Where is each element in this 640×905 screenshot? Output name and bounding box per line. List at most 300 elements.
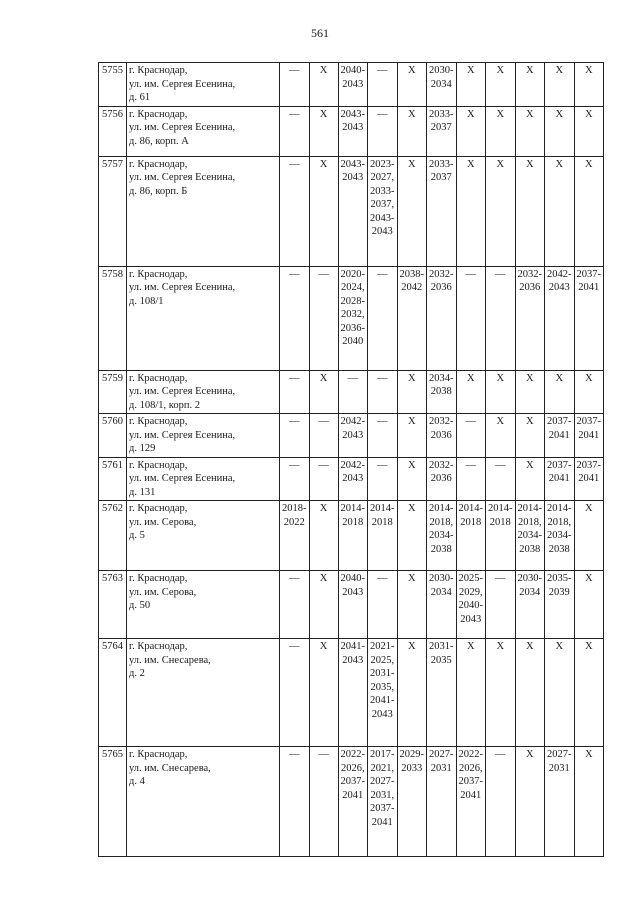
schedule-value: 2040: [342, 336, 364, 347]
schedule-value: —: [495, 749, 506, 760]
schedule-value: —: [465, 268, 476, 280]
schedule-value: 2043: [548, 282, 570, 293]
schedule-cell: [515, 266, 545, 370]
address-line: д. 108/1: [129, 295, 164, 307]
schedule-value: X: [525, 108, 534, 120]
schedule-cell: [545, 457, 575, 501]
schedule-cell: [280, 457, 310, 501]
schedule-cell: [397, 747, 427, 857]
schedule-value: 2027-: [547, 749, 572, 760]
schedule-value: 2023-: [370, 158, 395, 170]
schedule-cell: [397, 156, 427, 266]
schedule-cell: [486, 63, 516, 107]
schedule-value: X: [407, 108, 416, 120]
schedule-value: X: [319, 108, 328, 120]
schedule-cell: [368, 156, 398, 266]
address-line: г. Краснодар,: [129, 268, 188, 280]
address-cell: [127, 747, 280, 857]
row-number: 5758: [99, 266, 127, 370]
schedule-value: 2022-: [340, 749, 365, 760]
schedule-value: 2031: [430, 762, 452, 774]
schedule-value: —: [289, 372, 300, 384]
schedule-value: X: [584, 372, 593, 384]
schedule-value: 2041: [578, 282, 600, 293]
schedule-value: 2035,: [370, 681, 395, 693]
schedule-cell: [545, 63, 575, 107]
schedule-value: 2018: [342, 516, 364, 528]
schedule-cell: [368, 414, 398, 458]
row-number: 5760: [99, 414, 127, 458]
schedule-value: —: [289, 158, 300, 170]
schedule-cell: [427, 571, 457, 639]
schedule-value: 2026,: [458, 762, 483, 774]
schedule-cell: [397, 457, 427, 501]
schedule-cell: [486, 639, 516, 747]
schedule-cell: [368, 571, 398, 639]
schedule-cell: [456, 266, 486, 370]
schedule-cell: [368, 266, 398, 370]
schedule-value: 2043: [371, 708, 393, 720]
row-number: 5761: [99, 457, 127, 501]
schedule-value: 2037-: [576, 416, 601, 427]
schedule-value: X: [555, 372, 564, 384]
table-row: [99, 370, 604, 414]
schedule-value: X: [525, 65, 534, 76]
schedule-value: X: [407, 372, 416, 384]
address-line: ул. им. Снесарева,: [129, 654, 211, 666]
schedule-cell: [545, 639, 575, 747]
schedule-value: 2014-: [488, 503, 513, 514]
schedule-value: 2027,: [370, 172, 395, 183]
address-line: ул. им. Сергея Есенина,: [129, 122, 236, 133]
schedule-value: —: [495, 459, 506, 471]
schedule-value: 2033-: [370, 185, 395, 197]
schedule-value: —: [377, 65, 388, 76]
schedule-cell: [397, 414, 427, 458]
schedule-cell: [397, 370, 427, 414]
schedule-cell: [338, 370, 368, 414]
schedule-value: X: [466, 372, 475, 384]
schedule-cell: [486, 414, 516, 458]
schedule-value: 2031-: [370, 668, 395, 679]
schedule-value: 2034: [430, 78, 452, 90]
schedule-cell: [515, 106, 545, 156]
schedule-cell: [427, 106, 457, 156]
schedule-value: —: [495, 268, 506, 280]
schedule-value: 2014-: [547, 503, 572, 514]
row-number: 5756: [99, 106, 127, 156]
schedule-cell: [545, 571, 575, 639]
row-number: 5755: [99, 63, 127, 107]
schedule-value: 2029,: [458, 586, 483, 598]
schedule-value: 2043-: [340, 158, 365, 170]
schedule-value: 2033-: [429, 158, 454, 170]
schedule-value: 2034: [519, 586, 541, 598]
schedule-value: 2030-: [429, 65, 454, 76]
schedule-value: 2018: [371, 516, 393, 528]
schedule-cell: [515, 63, 545, 107]
row-number: 5764: [99, 639, 127, 747]
schedule-value: X: [584, 108, 593, 120]
schedule-value: X: [525, 158, 534, 170]
schedule-value: —: [377, 108, 388, 120]
schedule-cell: [368, 457, 398, 501]
schedule-value: 2036: [519, 282, 541, 293]
schedule-cell: [456, 63, 486, 107]
schedule-value: X: [496, 158, 505, 170]
schedule-value: 2037,: [370, 199, 395, 210]
schedule-value: 2038: [430, 386, 452, 397]
capital-repair-schedule-table: [98, 62, 604, 857]
schedule-value: 2037-: [576, 268, 601, 280]
address-line: ул. им. Сергея Есенина,: [129, 172, 236, 183]
address-line: г. Краснодар,: [129, 459, 188, 471]
schedule-value: X: [555, 108, 564, 120]
schedule-value: 2018,: [547, 516, 572, 528]
schedule-value: 2034-: [429, 372, 454, 384]
schedule-value: 2027-: [429, 749, 454, 760]
schedule-cell: [427, 156, 457, 266]
schedule-value: —: [318, 268, 329, 280]
schedule-cell: [280, 266, 310, 370]
schedule-cell: [280, 370, 310, 414]
page-number: 561: [311, 26, 329, 40]
address-cell: [127, 639, 280, 747]
address-line: г. Краснодар,: [129, 641, 188, 652]
schedule-value: 2041: [578, 429, 600, 441]
schedule-cell: [427, 639, 457, 747]
schedule-cell: [545, 747, 575, 857]
schedule-value: 2032-: [429, 459, 454, 471]
table-row: [99, 414, 604, 458]
schedule-value: 2037-: [547, 459, 572, 471]
schedule-cell: [427, 457, 457, 501]
schedule-value: X: [496, 641, 505, 652]
schedule-value: —: [377, 416, 388, 427]
schedule-value: 2035: [430, 654, 452, 666]
schedule-value: 2020-: [340, 268, 365, 280]
address-cell: [127, 266, 280, 370]
schedule-cell: [368, 63, 398, 107]
schedule-value: 2030-: [429, 573, 454, 584]
schedule-value: 2034-: [429, 530, 454, 541]
schedule-value: X: [407, 503, 416, 514]
schedule-cell: [309, 414, 338, 458]
schedule-cell: [456, 571, 486, 639]
schedule-cell: [515, 457, 545, 501]
schedule-value: —: [289, 416, 300, 427]
schedule-value: 2032,: [340, 309, 365, 320]
schedule-cell: [309, 370, 338, 414]
schedule-value: 2030-: [517, 573, 542, 584]
schedule-value: 2041: [578, 473, 600, 484]
schedule-value: 2031: [548, 762, 570, 774]
address-line: д. 86, корп. А: [129, 135, 189, 147]
schedule-value: X: [555, 641, 564, 652]
schedule-value: X: [407, 459, 416, 471]
address-line: г. Краснодар,: [129, 65, 188, 76]
schedule-value: 2041: [342, 789, 364, 801]
table-row: [99, 747, 604, 857]
schedule-value: 2029-: [399, 749, 424, 760]
schedule-value: 2035-: [547, 573, 572, 584]
schedule-value: X: [407, 65, 416, 76]
address-line: ул. им. Снесарева,: [129, 762, 211, 774]
address-cell: [127, 156, 280, 266]
schedule-value: 2040-: [340, 65, 365, 76]
schedule-value: 2043: [342, 586, 364, 598]
schedule-cell: [545, 414, 575, 458]
schedule-value: 2018,: [429, 516, 454, 528]
schedule-value: X: [525, 416, 534, 427]
address-line: ул. им. Сергея Есенина,: [129, 78, 236, 90]
schedule-value: 2022-: [458, 749, 483, 760]
schedule-cell: [515, 370, 545, 414]
schedule-cell: [515, 501, 545, 571]
schedule-value: X: [319, 65, 328, 76]
schedule-cell: [456, 501, 486, 571]
schedule-value: 2038: [548, 543, 570, 555]
schedule-value: X: [525, 459, 534, 471]
schedule-value: X: [496, 108, 505, 120]
schedule-value: X: [496, 372, 505, 384]
schedule-value: X: [466, 65, 475, 76]
schedule-value: —: [289, 641, 300, 652]
address-line: ул. им. Серова,: [129, 516, 197, 528]
address-cell: [127, 571, 280, 639]
schedule-value: —: [289, 65, 300, 76]
schedule-cell: [486, 266, 516, 370]
schedule-cell: [280, 414, 310, 458]
schedule-value: 2041: [460, 789, 482, 801]
schedule-value: X: [584, 749, 593, 760]
schedule-cell: [574, 414, 604, 458]
schedule-cell: [427, 63, 457, 107]
schedule-value: 2043-: [370, 212, 395, 224]
schedule-cell: [545, 156, 575, 266]
schedule-value: 2018,: [517, 516, 542, 528]
schedule-cell: [338, 747, 368, 857]
schedule-value: —: [377, 573, 388, 584]
address-line: г. Краснодар,: [129, 749, 188, 760]
schedule-value: —: [465, 416, 476, 427]
schedule-cell: [574, 571, 604, 639]
schedule-value: 2014-: [517, 503, 542, 514]
address-line: ул. им. Сергея Есенина,: [129, 473, 236, 484]
schedule-value: 2018-: [282, 503, 307, 514]
schedule-value: 2039: [548, 586, 570, 598]
schedule-value: 2043: [371, 226, 393, 237]
schedule-value: X: [466, 641, 475, 652]
schedule-cell: [309, 501, 338, 571]
schedule-value: 2031-: [429, 641, 454, 652]
schedule-value: —: [377, 268, 388, 280]
schedule-value: 2036-: [340, 322, 365, 334]
schedule-cell: [486, 457, 516, 501]
schedule-cell: [574, 501, 604, 571]
schedule-value: 2022: [283, 516, 305, 528]
schedule-value: X: [584, 65, 593, 76]
schedule-value: —: [465, 459, 476, 471]
schedule-value: 2043: [460, 613, 482, 625]
schedule-value: 2041-: [370, 695, 395, 706]
schedule-value: 2040-: [340, 573, 365, 584]
address-line: д. 2: [129, 668, 145, 679]
schedule-value: 2042-: [547, 268, 572, 280]
row-number: 5762: [99, 501, 127, 571]
schedule-value: X: [584, 503, 593, 514]
table-row: [99, 571, 604, 639]
schedule-value: X: [319, 573, 328, 584]
schedule-value: 2042: [401, 282, 423, 293]
schedule-value: 2043: [342, 473, 364, 484]
schedule-value: 2026,: [340, 762, 365, 774]
address-cell: [127, 414, 280, 458]
address-line: ул. им. Серова,: [129, 586, 197, 598]
address-line: г. Краснодар,: [129, 503, 188, 514]
address-line: ул. им. Сергея Есенина,: [129, 282, 236, 293]
schedule-value: 2037: [430, 172, 452, 183]
schedule-value: 2028-: [340, 295, 365, 307]
schedule-cell: [574, 747, 604, 857]
schedule-value: —: [377, 372, 388, 384]
schedule-value: 2041: [371, 816, 393, 828]
schedule-value: —: [289, 268, 300, 280]
schedule-value: 2025,: [370, 654, 395, 666]
schedule-cell: [456, 414, 486, 458]
schedule-cell: [309, 106, 338, 156]
schedule-value: 2036: [430, 282, 452, 293]
schedule-cell: [397, 571, 427, 639]
schedule-value: 2038: [430, 543, 452, 555]
schedule-value: 2018: [460, 516, 482, 528]
schedule-cell: [397, 63, 427, 107]
schedule-cell: [397, 501, 427, 571]
schedule-value: X: [407, 158, 416, 170]
schedule-cell: [486, 501, 516, 571]
schedule-value: 2038-: [399, 268, 424, 280]
schedule-value: 2027-: [370, 776, 395, 787]
address-cell: [127, 370, 280, 414]
schedule-value: 2038: [519, 543, 541, 555]
schedule-cell: [486, 747, 516, 857]
schedule-value: X: [525, 372, 534, 384]
schedule-cell: [280, 63, 310, 107]
schedule-cell: [427, 414, 457, 458]
schedule-value: —: [495, 573, 506, 584]
schedule-cell: [368, 747, 398, 857]
schedule-value: X: [525, 749, 534, 760]
address-line: г. Краснодар,: [129, 416, 188, 427]
address-line: г. Краснодар,: [129, 372, 188, 384]
schedule-value: 2032-: [429, 416, 454, 427]
schedule-value: X: [407, 573, 416, 584]
schedule-value: 2041: [548, 473, 570, 484]
address-line: д. 108/1, корп. 2: [129, 399, 200, 411]
schedule-value: 2025-: [458, 573, 483, 584]
schedule-value: X: [466, 158, 475, 170]
schedule-cell: [456, 106, 486, 156]
address-cell: [127, 63, 280, 107]
schedule-value: —: [377, 459, 388, 471]
schedule-value: 2014-: [429, 503, 454, 514]
table-body: [99, 63, 604, 857]
schedule-value: X: [319, 372, 328, 384]
schedule-cell: [280, 106, 310, 156]
schedule-value: 2037-: [547, 416, 572, 427]
schedule-cell: [486, 106, 516, 156]
schedule-value: 2037-: [458, 776, 483, 787]
schedule-value: X: [555, 158, 564, 170]
schedule-cell: [456, 639, 486, 747]
schedule-cell: [545, 106, 575, 156]
schedule-cell: [338, 63, 368, 107]
schedule-cell: [515, 414, 545, 458]
schedule-value: 2032-: [517, 268, 542, 280]
schedule-cell: [280, 747, 310, 857]
schedule-value: 2037: [430, 122, 452, 133]
schedule-cell: [515, 639, 545, 747]
schedule-cell: [486, 370, 516, 414]
address-cell: [127, 457, 280, 501]
schedule-value: —: [289, 459, 300, 471]
schedule-cell: [280, 156, 310, 266]
schedule-cell: [545, 501, 575, 571]
schedule-value: 2024,: [340, 282, 365, 293]
schedule-cell: [515, 571, 545, 639]
schedule-value: 2034-: [547, 530, 572, 541]
schedule-value: X: [584, 158, 593, 170]
schedule-value: 2036: [430, 429, 452, 441]
schedule-value: 2037-: [370, 803, 395, 814]
table-row: [99, 266, 604, 370]
table-row: [99, 639, 604, 747]
schedule-value: 2041: [548, 429, 570, 441]
address-line: д. 86, корп. Б: [129, 185, 188, 197]
schedule-value: —: [289, 573, 300, 584]
schedule-cell: [309, 639, 338, 747]
schedule-value: 2018: [489, 516, 511, 528]
schedule-cell: [456, 370, 486, 414]
schedule-value: —: [289, 749, 300, 760]
address-line: ул. им. Сергея Есенина,: [129, 386, 236, 397]
schedule-cell: [397, 266, 427, 370]
schedule-value: X: [496, 416, 505, 427]
schedule-cell: [397, 639, 427, 747]
address-line: д. 4: [129, 776, 145, 787]
schedule-value: X: [319, 158, 328, 170]
schedule-cell: [486, 156, 516, 266]
table-row: [99, 106, 604, 156]
schedule-cell: [515, 156, 545, 266]
schedule-value: —: [318, 749, 329, 760]
schedule-cell: [574, 106, 604, 156]
schedule-value: 2017-: [370, 749, 395, 760]
schedule-value: —: [289, 108, 300, 120]
address-line: г. Краснодар,: [129, 158, 188, 170]
schedule-value: 2021,: [370, 762, 395, 774]
schedule-value: X: [584, 641, 593, 652]
schedule-cell: [309, 156, 338, 266]
schedule-cell: [574, 639, 604, 747]
schedule-value: X: [496, 65, 505, 76]
schedule-cell: [456, 747, 486, 857]
schedule-value: 2043-: [340, 108, 365, 120]
schedule-value: X: [555, 65, 564, 76]
schedule-value: X: [525, 641, 534, 652]
schedule-cell: [427, 266, 457, 370]
schedule-cell: [368, 501, 398, 571]
